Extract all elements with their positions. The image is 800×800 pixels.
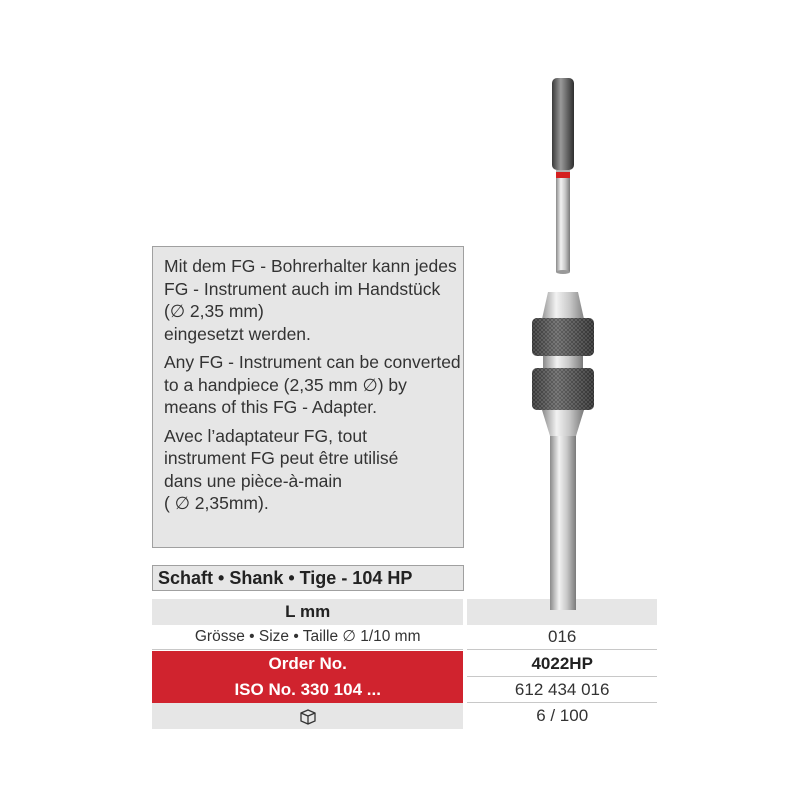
fg-adapter-holder [532, 292, 594, 610]
fg-adapter-product-image [500, 70, 640, 610]
table-row-packaging [152, 703, 657, 729]
table-row-size [152, 624, 657, 650]
table-row-iso [152, 677, 657, 703]
iso-value: 612 434 016 [467, 677, 657, 703]
description-german: Mit dem FG - Bohrerhalter kann jedes FG - Instrument auch im Handstück (∅ 2,35 mm) eingesetzt werden. [164, 256, 457, 344]
description-box [152, 246, 464, 548]
description-english: Any FG - Instrument can be converted to a handpiece (2,35 mm ∅) by means of this FG - Adapter. [164, 352, 461, 417]
shaft-label: Schaft • Shank • Tige - 104 HP [152, 565, 464, 591]
length-label: L mm [152, 599, 463, 625]
table-row-order [152, 651, 657, 677]
packaging-value: 6 / 100 [536, 706, 589, 725]
packaging-label [152, 703, 463, 729]
order-label: Order No. [152, 651, 463, 677]
iso-label: ISO No. 330 104 ... [152, 677, 463, 703]
size-label: Grösse • Size • Taille ∅ 1/10 mm [152, 624, 463, 650]
order-value: 4022HP [467, 651, 657, 677]
description-french: Avec l’adaptateur FG, tout instrument FG peut être utilisé dans une pièce-à-main ( ∅ 2,35mm). [164, 425, 399, 513]
package-box-icon [298, 707, 318, 725]
size-value: 016 [467, 624, 657, 650]
fg-bur-instrument [552, 78, 574, 274]
